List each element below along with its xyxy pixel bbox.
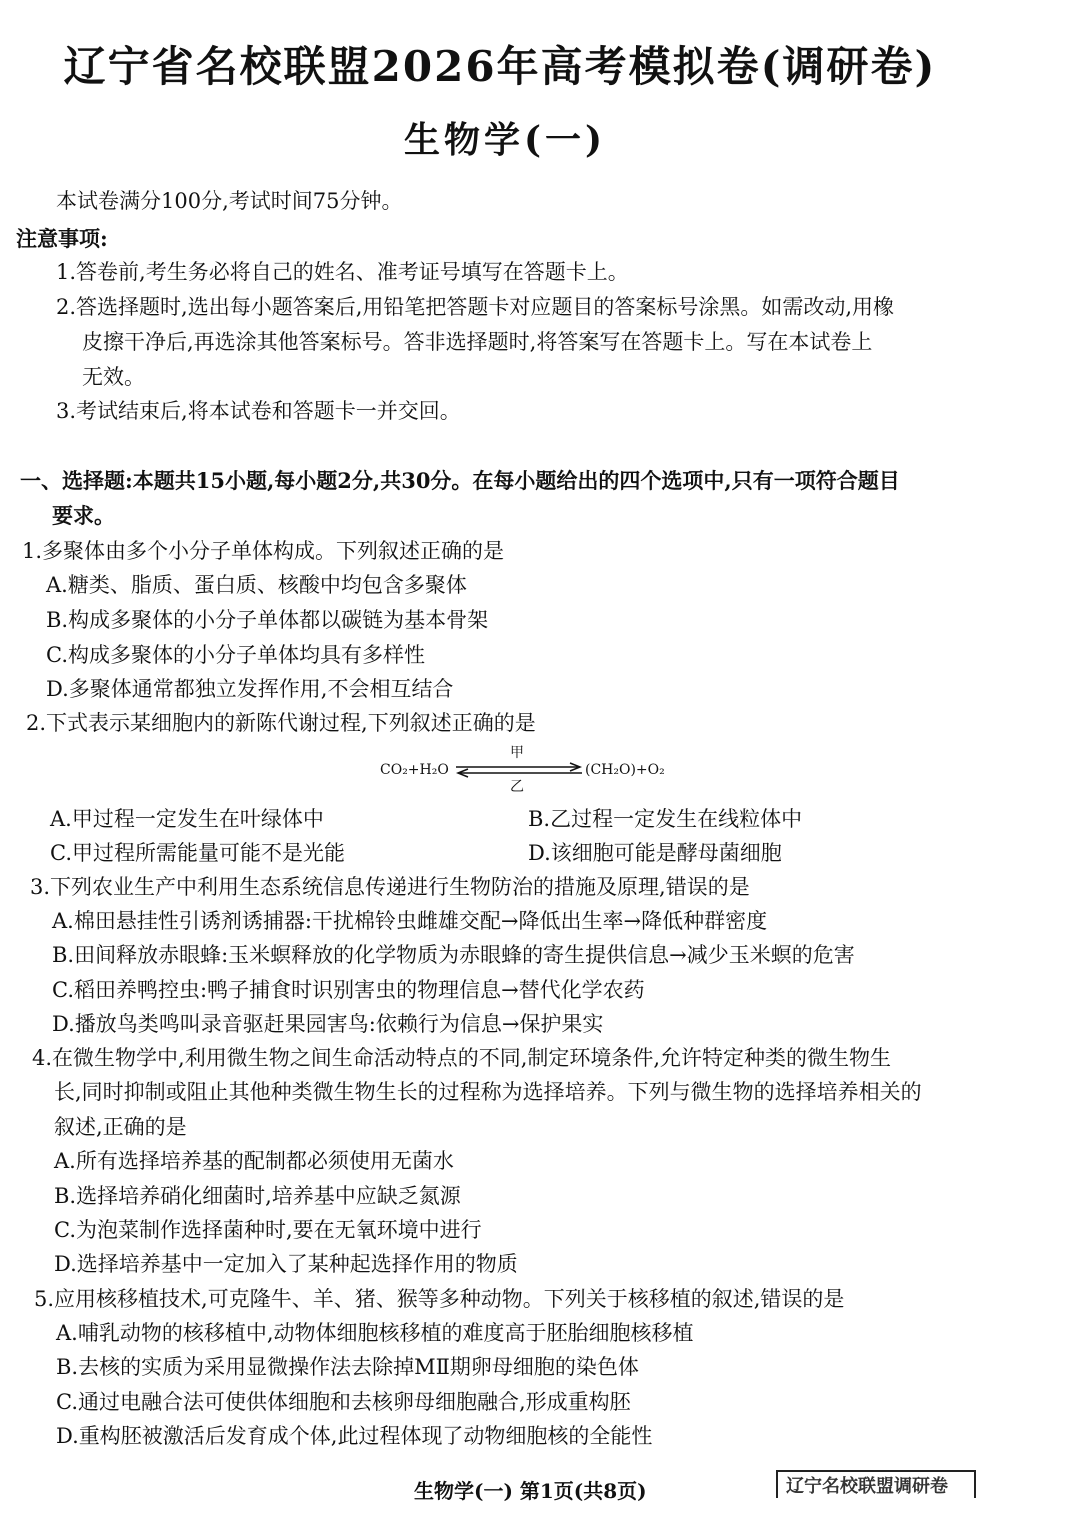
equation-reactants: CO₂+H₂O	[380, 762, 449, 778]
notice-item: 皮擦干净后,再选涂其他答案标号。答非选择题时,将答案写在答题卡上。写在本试卷上	[82, 330, 873, 354]
question-1-option-a: A.糖类、脂质、蛋白质、核酸中均包含多聚体	[46, 573, 467, 597]
question-5-option-c: C.通过电融合法可使供体细胞和去核卵母细胞融合,形成重构胚	[56, 1390, 631, 1414]
question-2-option-b: B.乙过程一定发生在线粒体中	[528, 807, 803, 831]
question-2-option-c: C.甲过程所需能量可能不是光能	[50, 841, 345, 865]
question-3-option-c: C.稻田养鸭控虫:鸭子捕食时识别害虫的物理信息→替代化学农药	[52, 978, 645, 1002]
section-heading: 一、选择题:本题共15小题,每小题2分,共30分。在每小题给出的四个选项中,只有一项符合题目	[20, 468, 900, 493]
question-5-option-d: D.重构胚被激活后发育成个体,此过程体现了动物细胞核的全能性	[56, 1424, 653, 1448]
question-4-option-a: A.所有选择培养基的配制都必须使用无菌水	[54, 1149, 454, 1173]
metabolism-equation	[380, 742, 680, 795]
exam-intro: 本试卷满分100分,考试时间75分钟。	[56, 189, 403, 213]
question-4-option-d: D.选择培养基中一定加入了某种起选择作用的物质	[54, 1252, 518, 1276]
question-3-option-a: A.棉田悬挂性引诱剂诱捕器:干扰棉铃虫雌雄交配→降低出生率→降低种群密度	[52, 909, 768, 933]
equation-products: (CH₂O)+O₂	[585, 762, 665, 778]
question-2-option-d: D.该细胞可能是酵母菌细胞	[528, 841, 782, 865]
equation-process-forward: 甲	[510, 745, 524, 761]
question-3-option-d: D.播放鸟类鸣叫录音驱赶果园害鸟:依赖行为信息→保护果实	[52, 1012, 604, 1036]
question-5-option-b: B.去核的实质为采用显微操作法去除掉MⅡ期卵母细胞的染色体	[56, 1355, 639, 1379]
question-1-option-b: B.构成多聚体的小分子单体都以碳链为基本骨架	[46, 608, 489, 632]
question-2-option-a: A.甲过程一定发生在叶绿体中	[50, 807, 324, 831]
notice-heading: 注意事项:	[16, 226, 108, 251]
question-5-stem: 5.应用核移植技术,可克隆牛、羊、猪、猴等多种动物。下列关于核移植的叙述,错误的是	[34, 1287, 845, 1311]
question-1-option-c: C.构成多聚体的小分子单体均具有多样性	[46, 643, 425, 667]
question-4-option-c: C.为泡菜制作选择菌种时,要在无氧环境中进行	[54, 1218, 482, 1242]
question-3-stem: 3.下列农业生产中利用生态系统信息传递进行生物防治的措施及原理,错误的是	[30, 875, 750, 899]
question-5-option-a: A.哺乳动物的核移植中,动物体细胞核移植的难度高于胚胎细胞核移植	[56, 1321, 694, 1345]
exam-title: 辽宁省名校联盟2026年高考模拟卷(调研卷)	[63, 42, 937, 91]
question-1-option-d: D.多聚体通常都独立发挥作用,不会相互结合	[46, 677, 454, 701]
equation-process-reverse: 乙	[510, 779, 524, 795]
section-heading-cont: 要求。	[52, 503, 115, 528]
page-footer: 生物学(一) 第1页(共8页)	[414, 1479, 647, 1503]
question-4-stem-cont: 长,同时抑制或阻止其他种类微生物生长的过程称为选择培养。下列与微生物的选择培养相关的	[54, 1080, 922, 1104]
question-4-stem: 4.在微生物学中,利用微生物之间生命活动特点的不同,制定环境条件,允许特定种类的微生物生	[32, 1046, 892, 1070]
question-2-stem: 2.下式表示某细胞内的新陈代谢过程,下列叙述正确的是	[26, 711, 536, 735]
question-4-stem-cont: 叙述,正确的是	[54, 1115, 187, 1139]
question-3-option-b: B.田间释放赤眼蜂:玉米螟释放的化学物质为赤眼蜂的寄生提供信息→减少玉米螟的危害	[52, 943, 855, 967]
question-1-stem: 1.多聚体由多个小分子单体构成。下列叙述正确的是	[22, 539, 505, 563]
notice-item: 2.答选择题时,选出每小题答案后,用铅笔把答题卡对应题目的答案标号涂黑。如需改动,用橡	[56, 295, 895, 319]
notice-item: 1.答卷前,考生务必将自己的姓名、准考证号填写在答题卡上。	[56, 260, 629, 284]
notice-item: 3.考试结束后,将本试卷和答题卡一并交回。	[56, 399, 461, 423]
question-4-option-b: B.选择培养硝化细菌时,培养基中应缺乏氮源	[54, 1184, 461, 1208]
stamp-logo: 辽宁名校联盟调研卷	[776, 1470, 976, 1498]
exam-subject: 生物学(一)	[403, 119, 607, 161]
notice-item: 无效。	[82, 365, 145, 389]
